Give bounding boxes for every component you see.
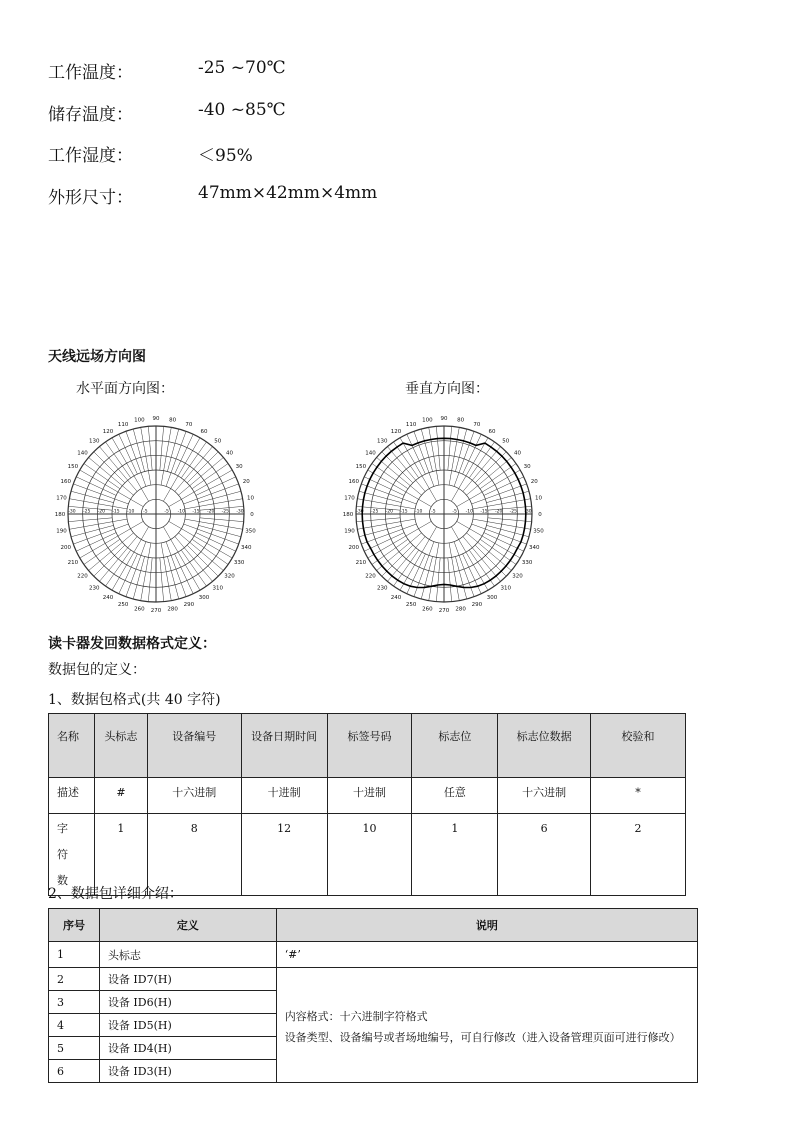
header-cell: 序号: [49, 909, 100, 942]
table-cell: 3: [49, 991, 100, 1014]
vertical-polar-svg: [332, 408, 560, 622]
radial-label: -15: [480, 509, 488, 515]
table-cell: 1: [94, 814, 147, 896]
table-cell: #: [94, 778, 147, 814]
angle-label: 110: [117, 421, 129, 428]
section2-title: 2、数据包详细介绍：: [48, 886, 183, 902]
polar-spoke: [199, 491, 242, 502]
table-cell: 设备 ID3(H): [99, 1060, 276, 1083]
radial-label: -30: [236, 509, 244, 515]
table-cell: 5: [49, 1037, 100, 1060]
angle-label: 220: [365, 573, 376, 580]
header-cell: 定义: [99, 909, 276, 942]
table-cell: 12: [241, 814, 327, 896]
angle-label: 150: [355, 464, 367, 470]
description-line: 设备类型、设备编号或者场地编号，可自行修改（进入设备管理页面可进行修改）: [284, 1031, 681, 1044]
angle-label: 140: [365, 450, 376, 457]
header-cell: 设备编号: [147, 714, 241, 778]
spec-label: 储存温度：: [48, 105, 133, 125]
angle-label: 60: [488, 428, 496, 435]
radial-label: -10: [126, 509, 135, 515]
row-label: 字符数: [49, 814, 95, 896]
polar-spoke: [133, 557, 144, 600]
table-cell: 设备 ID6(H): [99, 991, 276, 1014]
angle-label: 180: [54, 512, 66, 518]
format-intro: 数据包的定义：: [48, 662, 146, 678]
angle-label: 140: [77, 450, 88, 457]
angle-label: 310: [212, 585, 223, 592]
table-cell: 头标志: [99, 942, 276, 968]
angle-label: 320: [512, 573, 523, 580]
spec-value: -25 ~70℃: [198, 58, 286, 78]
angle-label: 50: [502, 438, 510, 445]
polar-spoke: [199, 525, 242, 536]
polar-spoke: [148, 426, 152, 470]
table-row: [49, 778, 686, 814]
angle-label: 160: [60, 479, 72, 486]
table-cell: 任意: [412, 778, 498, 814]
radial-label: -10: [414, 509, 423, 515]
polar-spoke: [84, 464, 120, 489]
radial-label: -25: [221, 509, 230, 515]
polar-spoke: [84, 539, 120, 564]
header-cell: 说明: [276, 909, 697, 942]
radial-label: -5: [164, 509, 169, 515]
polar-spoke: [106, 442, 131, 478]
radial-label: -30: [524, 509, 532, 515]
polar-spoke: [71, 525, 114, 536]
angle-label: 220: [77, 573, 88, 580]
table-cell: 4: [49, 1014, 100, 1037]
polar-spoke: [455, 429, 466, 472]
description-line: 内容格式：十六进制字符格式: [284, 1010, 428, 1023]
radial-label: -15: [400, 509, 408, 515]
angle-label: 350: [245, 528, 256, 535]
table-cell: 1: [49, 942, 100, 968]
table-cell: *: [591, 778, 686, 814]
angle-label: 50: [214, 438, 222, 445]
table-cell: 设备 ID7(H): [99, 968, 276, 991]
angle-label: 90: [440, 416, 448, 422]
angle-label: 350: [533, 528, 544, 535]
angle-label: 200: [348, 544, 360, 551]
angle-label: 40: [226, 450, 234, 457]
polar-spoke: [421, 557, 432, 600]
radial-label: -25: [82, 509, 91, 515]
header-cell: 头标志: [94, 714, 147, 778]
header-cell: 标志位: [412, 714, 498, 778]
header-cell: 名称: [49, 714, 95, 778]
polar-spoke: [148, 558, 152, 602]
polar-spoke: [436, 558, 440, 602]
angle-label: 210: [355, 560, 367, 566]
angle-label: 90: [152, 416, 160, 422]
polar-spoke: [71, 491, 114, 502]
angle-label: 0: [538, 512, 542, 518]
angle-label: 290: [183, 602, 195, 609]
angle-label: 230: [89, 585, 100, 592]
angle-label: 100: [422, 417, 433, 424]
polar-spoke: [436, 426, 440, 470]
angle-label: 30: [523, 464, 531, 470]
angle-label: 230: [377, 585, 388, 592]
radial-label: -30: [68, 509, 76, 515]
angle-label: 80: [169, 417, 177, 424]
table-row: [49, 942, 698, 968]
angle-label: 330: [521, 560, 533, 566]
angle-label: 150: [67, 464, 79, 470]
horizontal-polar-svg: [48, 408, 264, 622]
row-label: 描述: [49, 778, 95, 814]
angle-label: 80: [457, 417, 465, 424]
angle-label: 270: [438, 608, 450, 614]
polar-spoke: [192, 464, 228, 489]
angle-label: 40: [514, 450, 522, 457]
table-cell: 2: [591, 814, 686, 896]
angle-label: 160: [348, 479, 360, 486]
horizontal-pattern-label: 水平面方向图：: [76, 381, 174, 397]
polar-spoke: [181, 442, 206, 478]
section1-title: 1、数据包格式(共 40 字符): [48, 692, 221, 708]
radial-label: -10: [465, 509, 474, 515]
angle-label: 130: [89, 438, 100, 445]
angle-label: 0: [250, 512, 254, 518]
angle-label: 240: [102, 595, 114, 602]
spec-label: 外形尺寸：: [48, 188, 133, 208]
angle-label: 320: [224, 573, 235, 580]
table-cell: 十进制: [327, 778, 412, 814]
polar-spoke: [448, 426, 452, 470]
polar-spoke: [133, 429, 144, 472]
antenna-title: 天线远场方向图: [48, 349, 146, 365]
table-cell: ‘#’: [276, 942, 697, 968]
polar-spoke: [200, 518, 244, 522]
radial-label: -5: [452, 509, 457, 515]
format-title: 读卡器发回数据格式定义：: [48, 636, 216, 652]
angle-label: 250: [117, 602, 129, 609]
spec-value: 47mm×42mm×4mm: [198, 183, 378, 203]
polar-spoke: [160, 558, 164, 602]
table-row: [49, 968, 698, 991]
polar-spoke: [455, 557, 466, 600]
angle-label: 20: [530, 479, 538, 486]
angle-label: 250: [405, 602, 417, 609]
angle-label: 30: [235, 464, 243, 470]
table-cell: 6: [498, 814, 591, 896]
polar-spoke: [167, 557, 178, 600]
radial-label: -20: [494, 509, 503, 515]
angle-label: 340: [528, 544, 540, 551]
vertical-polar-plot: [332, 408, 560, 626]
angle-label: 260: [134, 606, 145, 613]
table-cell: 2: [49, 968, 100, 991]
packet-format-table: [48, 713, 686, 896]
table-header-row: [49, 714, 686, 778]
polar-spoke: [421, 429, 432, 472]
table-cell: 十六进制: [147, 778, 241, 814]
angle-label: 100: [134, 417, 145, 424]
angle-label: 70: [185, 421, 193, 428]
table-cell: 1: [412, 814, 498, 896]
angle-label: 300: [486, 595, 498, 602]
table-cell: 十六进制: [498, 778, 591, 814]
radial-label: -25: [370, 509, 379, 515]
angle-label: 280: [455, 606, 466, 613]
merged-description-cell: [276, 968, 697, 1083]
angle-label: 120: [102, 428, 114, 435]
header-cell: 设备日期时间: [241, 714, 327, 778]
vertical-pattern-label: 垂直方向图：: [405, 381, 489, 397]
header-cell: 标签号码: [327, 714, 412, 778]
radial-label: -25: [509, 509, 518, 515]
radial-label: -20: [97, 509, 106, 515]
table-cell: 8: [147, 814, 241, 896]
radial-label: -15: [112, 509, 120, 515]
radial-label: -20: [206, 509, 215, 515]
angle-label: 20: [242, 479, 250, 486]
spec-value: ＜95%: [198, 146, 253, 166]
angle-label: 170: [344, 495, 355, 502]
polar-spoke: [160, 426, 164, 470]
polar-spoke: [448, 558, 452, 602]
radial-label: -5: [143, 509, 148, 515]
angle-label: 260: [422, 606, 433, 613]
polar-spoke: [106, 550, 131, 586]
angle-label: 270: [150, 608, 162, 614]
radial-label: -30: [356, 509, 364, 515]
angle-label: 240: [390, 595, 402, 602]
radial-label: -5: [431, 509, 436, 515]
angle-label: 110: [405, 421, 417, 428]
angle-label: 200: [60, 544, 72, 551]
angle-label: 300: [198, 595, 210, 602]
angle-label: 180: [342, 512, 354, 518]
angle-label: 280: [167, 606, 178, 613]
polar-spoke: [192, 539, 228, 564]
polar-spoke: [68, 518, 112, 522]
angle-label: 70: [473, 421, 481, 428]
horizontal-polar-plot: [48, 408, 264, 626]
table-cell: 设备 ID4(H): [99, 1037, 276, 1060]
angle-label: 330: [233, 560, 245, 566]
table-cell: 设备 ID5(H): [99, 1014, 276, 1037]
angle-label: 190: [344, 528, 355, 535]
spec-value: -40 ~85℃: [198, 100, 286, 120]
table-cell: 十进制: [241, 778, 327, 814]
angle-label: 10: [247, 495, 255, 502]
radial-label: -15: [192, 509, 200, 515]
angle-label: 60: [200, 428, 208, 435]
angle-label: 130: [377, 438, 388, 445]
angle-label: 210: [67, 560, 79, 566]
angle-label: 170: [56, 495, 67, 502]
spec-label: 工作温度：: [48, 63, 133, 83]
radial-label: -10: [177, 509, 186, 515]
angle-label: 120: [390, 428, 402, 435]
polar-spoke: [167, 429, 178, 472]
table-header-row: [49, 909, 698, 942]
radial-label: -20: [385, 509, 394, 515]
packet-detail-table: [48, 908, 698, 1083]
header-cell: 校验和: [591, 714, 686, 778]
angle-label: 340: [240, 544, 252, 551]
angle-label: 310: [500, 585, 511, 592]
angle-label: 190: [56, 528, 67, 535]
table-cell: 6: [49, 1060, 100, 1083]
polar-spoke: [181, 550, 206, 586]
table-cell: 10: [327, 814, 412, 896]
spec-label: 工作湿度：: [48, 146, 133, 166]
angle-label: 10: [535, 495, 543, 502]
header-cell: 标志位数据: [498, 714, 591, 778]
angle-label: 290: [471, 602, 483, 609]
